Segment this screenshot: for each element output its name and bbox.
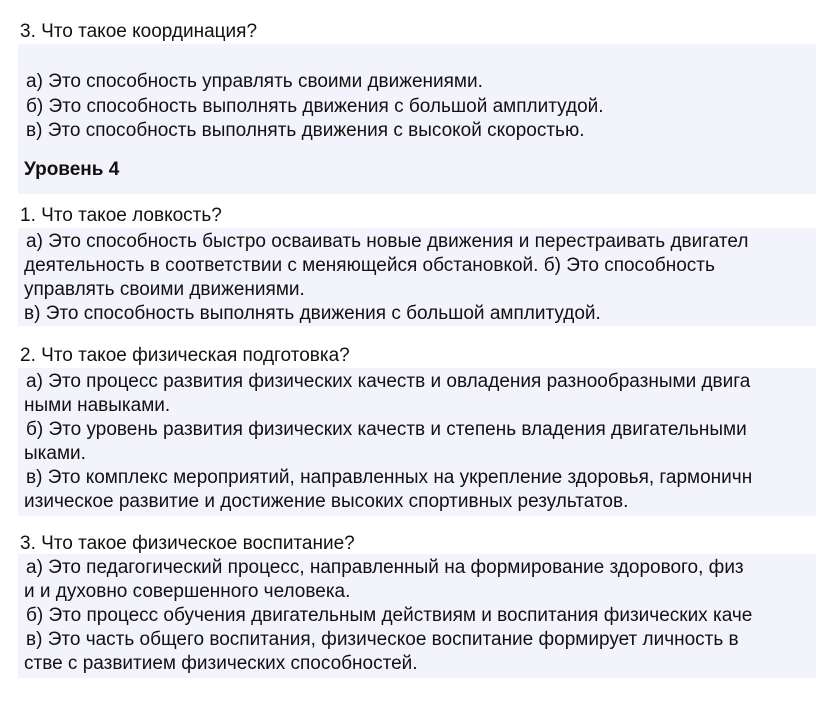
answer-line: а) Это процесс развития физических качеств и овладения разнообразными двига [26, 371, 751, 392]
question-title: 3. Что такое координация? [20, 21, 258, 42]
answer-option: б) Это способность выполнять движения с большой амплитудой. [26, 96, 604, 117]
answer-line: а) Это педагогический процесс, направленный на формирование здорового, физ [26, 557, 744, 578]
answer-line: б) Это процесс обучения двигательным действиям и воспитания физических каче [26, 605, 753, 626]
answer-line: ными навыками. [24, 395, 171, 416]
answer-line: б) Это уровень развития физических качеств и степень владения двигательными [26, 419, 747, 440]
answer-line: деятельность в соответствии с меняющейся обстановкой. б) Это способность [24, 255, 715, 276]
answer-line: ыками. [24, 443, 86, 464]
level-heading: Уровень 4 [24, 159, 120, 180]
answer-line: и и духовно совершенного человека. [24, 581, 351, 602]
question-title: 1. Что такое ловкость? [20, 205, 222, 226]
answer-line: в) Это часть общего воспитания, физическое воспитание формирует личность в [26, 629, 739, 650]
answer-line: изическое развитие и достижение высоких спортивных результатов. [24, 491, 629, 512]
answer-option: а) Это способность управлять своими движениями. [26, 71, 483, 92]
answer-line: в) Это способность выполнять движения с большой амплитудой. [24, 303, 601, 324]
question-title: 2. Что такое физическая подготовка? [20, 345, 350, 366]
answer-line: а) Это способность быстро осваивать новые движения и перестраивать двигател [26, 231, 749, 252]
answer-line: управлять своими движениями. [24, 279, 305, 300]
answer-line: в) Это комплекс мероприятий, направленных на укрепление здоровья, гармоничн [26, 467, 753, 488]
answer-option: в) Это способность выполнять движения с высокой скоростью. [26, 120, 585, 141]
answer-line: стве с развитием физических способностей. [24, 653, 418, 674]
question-title: 3. Что такое физическое воспитание? [20, 533, 355, 554]
